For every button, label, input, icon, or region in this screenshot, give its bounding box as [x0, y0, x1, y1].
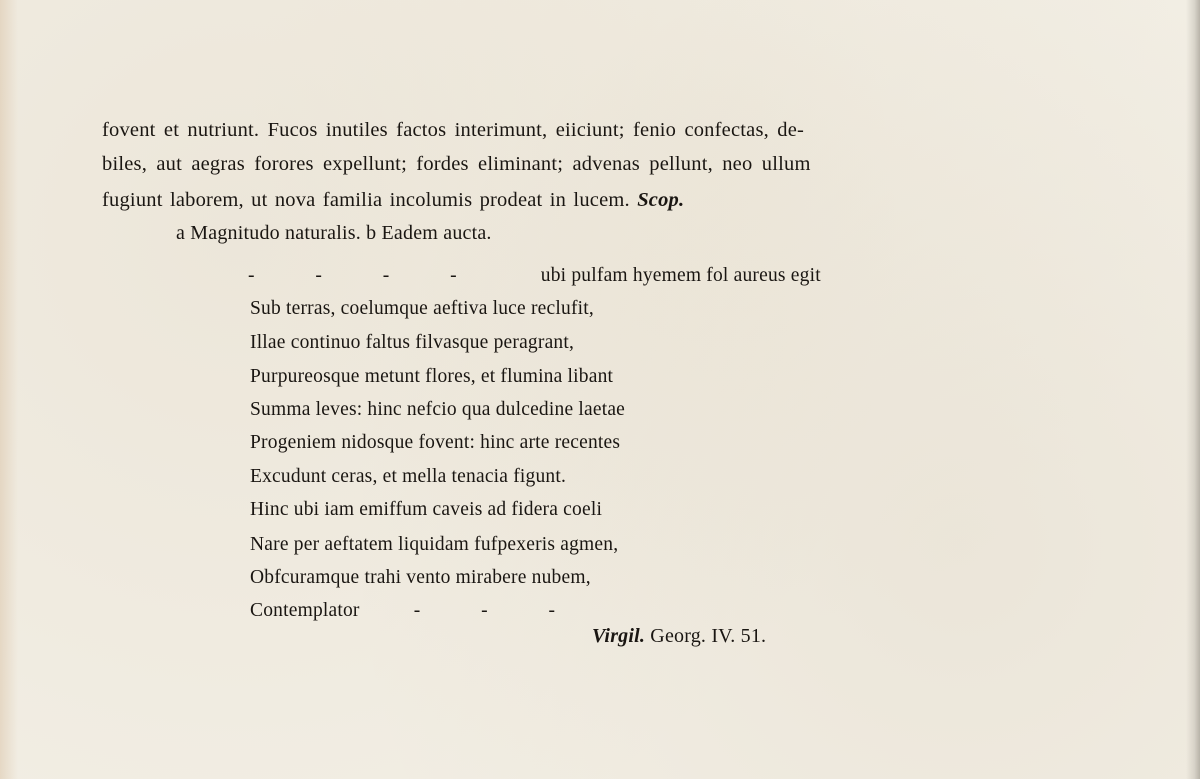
citation-author: Virgil.	[592, 625, 646, 647]
verse-line-1	[248, 264, 821, 288]
verse-line-3: Illae continuo faltus filvasque peragrant,	[250, 332, 575, 353]
verse-closing-dashes: - - -	[413, 600, 584, 621]
verse-line-7: Excudunt ceras, et mella tenacia figunt.	[250, 466, 567, 487]
verse-line-4: Purpureosque metunt flores, et flumina libant	[250, 366, 614, 387]
citation-work: Georg. IV. 51.	[650, 625, 767, 647]
verse-line-2: Sub terras, coelumque aeftiva luce reclufit,	[250, 298, 594, 319]
citation	[592, 624, 766, 648]
page-left-edge	[0, 0, 18, 779]
prose-line-2: biles, aut aegras forores expellunt; fordes eliminant; advenas pellunt, neo ullum	[102, 153, 811, 175]
prose-line-3	[102, 188, 684, 212]
figure-caption: a Magnitudo naturalis. b Eadem aucta.	[176, 222, 492, 244]
verse-line-1-text: ubi pulfam hyemem fol aureus egit	[540, 265, 821, 286]
verse-line-11-text: Contemplator	[250, 600, 360, 621]
prose-line-3-text: fugiunt laborem, ut nova familia incolumis prodeat in lucem.	[102, 189, 630, 211]
verse-line-10: Obfcuramque trahi vento mirabere nubem,	[250, 567, 591, 588]
verse-line-5: Summa leves: hinc nefcio qua dulcedine laetae	[250, 399, 626, 420]
verse-line-9: Nare per aeftatem liquidam fufpexeris agmen,	[250, 534, 619, 555]
verse-line-11	[250, 599, 583, 623]
page-right-edge	[1186, 0, 1200, 779]
prose-source-abbrev: Scop.	[637, 189, 685, 211]
verse-line-6: Progeniem nidosque fovent: hinc arte recentes	[250, 432, 621, 453]
verse-line-8: Hinc ubi iam emiffum caveis ad fidera coeli	[250, 499, 603, 520]
prose-line-1: fovent et nutriunt. Fucos inutiles factos interimunt, eiiciunt; fenio confectas, de-	[102, 119, 805, 141]
verse-opening-dashes: - - - -	[248, 265, 485, 286]
